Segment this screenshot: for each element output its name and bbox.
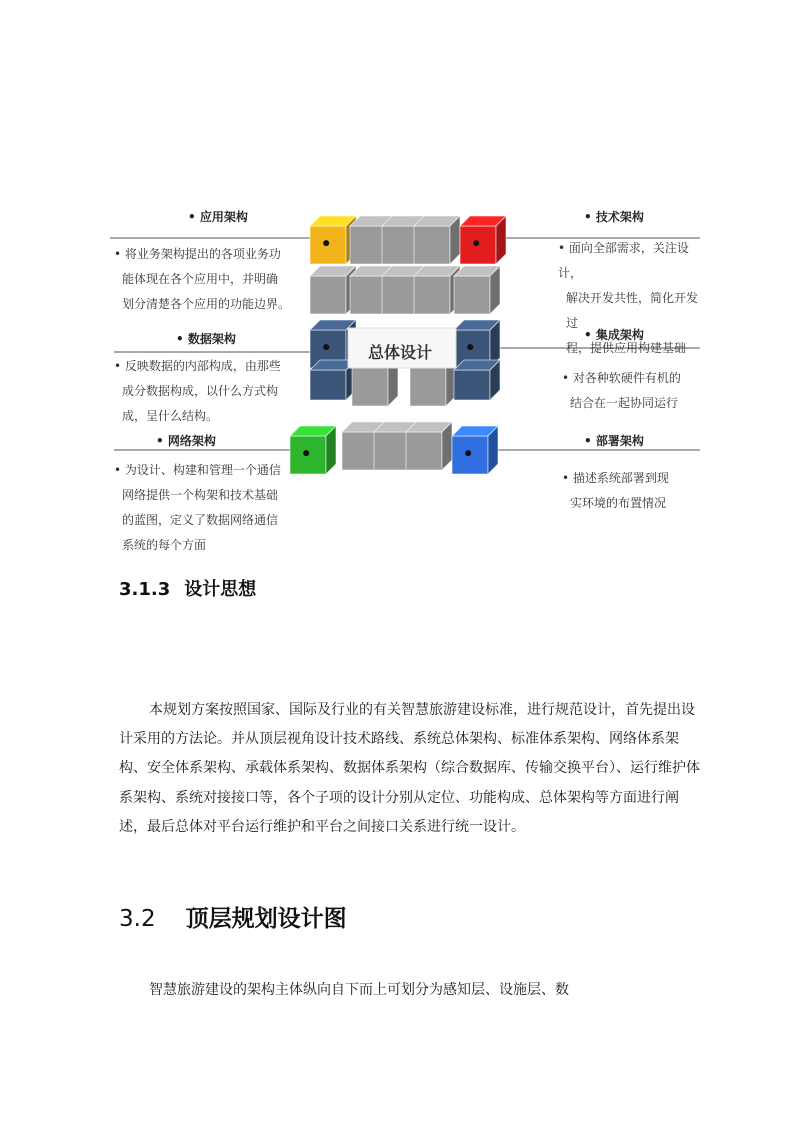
section-heading-3-2: 3.2 顶层规划设计图 [119,906,347,932]
cube-r1-2-front [350,226,386,264]
paragraph-design-thinking: 本规划方案按照国家、国际及行业的有关智慧旅游建设标准，进行规范设计，首先提出设计采用的方法论。并从顶层视角设计技术路线、系统总体架构、标准体系架构、网络体系架构、安全体系架构、承载体系架构、数据体系架构（综合数据库、传输交换平台）、运行维护体系架构、系统对接接口等，各个子项的设计分别从定位、功能构成、总体架构等方面进行阐述，最后总体对平台运行维护和平台之间接口关系进行统一设计。 [119,702,700,835]
integration-architecture-desc: • 对各种软硬件有机的 结合在一起协同运行 [562,371,681,410]
deployment-architecture-title: • 部署架构 [584,434,644,448]
application-architecture-desc: • 将业务架构提出的各项业务功 能体现在各个应用中，并明确 划分清楚各个应用的功能边界。 [114,247,291,311]
cube-integration-lower-front [454,370,490,400]
data-architecture-title: • 数据架构 [176,332,236,346]
technology-architecture-title: • 技术架构 [584,210,644,224]
cube-integration-dot [467,344,473,350]
cube-r2-5-front [454,276,490,314]
network-architecture-title: • 网络架构 [156,434,216,448]
cube-application-dot [323,240,329,246]
cube-r1-3-front [382,226,418,264]
cube-data-dot [323,344,329,350]
cube-technology-dot [473,240,479,246]
cube-r4-4-front [406,432,442,470]
section-heading-3-1-3: 3.1.3 设计思想 [119,579,257,600]
architecture-figure [110,200,700,560]
cube-r4-3-front [374,432,410,470]
deployment-architecture-desc: • 描述系统部署到现 实环境的布置情况 [562,471,669,510]
application-architecture-title: • 应用架构 [188,210,248,224]
cube-network-dot [303,450,309,456]
data-architecture-desc: • 反映数据的内部构成，由那些 成分数据构成，以什么方式构 成，呈什么结构。 [114,359,281,423]
cube-r1-4-front [414,226,450,264]
center-label: 总体设计 [367,343,432,362]
cube-r2-3-front [382,276,418,314]
cube-r2-2-front [350,276,386,314]
technology-architecture-desc: • 面向全部需求，关注设计， 解决开发共性，简化开发过 程，提供应用构建基础 [558,241,699,355]
paragraph-top-level-plan: 智慧旅游建设的架构主体纵向自下而上可划分为感知层、设施层、数 [149,982,569,998]
cube-data-lower-front [310,370,346,400]
network-architecture-desc: • 为设计、构建和管理一个通信 网络提供一个构架和技术基础 的蓝图，定义了数据网络通信 系统的每个方面 [114,463,281,552]
integration-architecture-title: • 集成架构 [584,328,644,342]
cube-r2-1-front [310,276,346,314]
cube-deployment-dot [465,450,471,456]
cube-r2-4-front [414,276,450,314]
cube-r4-2-front [342,432,378,470]
